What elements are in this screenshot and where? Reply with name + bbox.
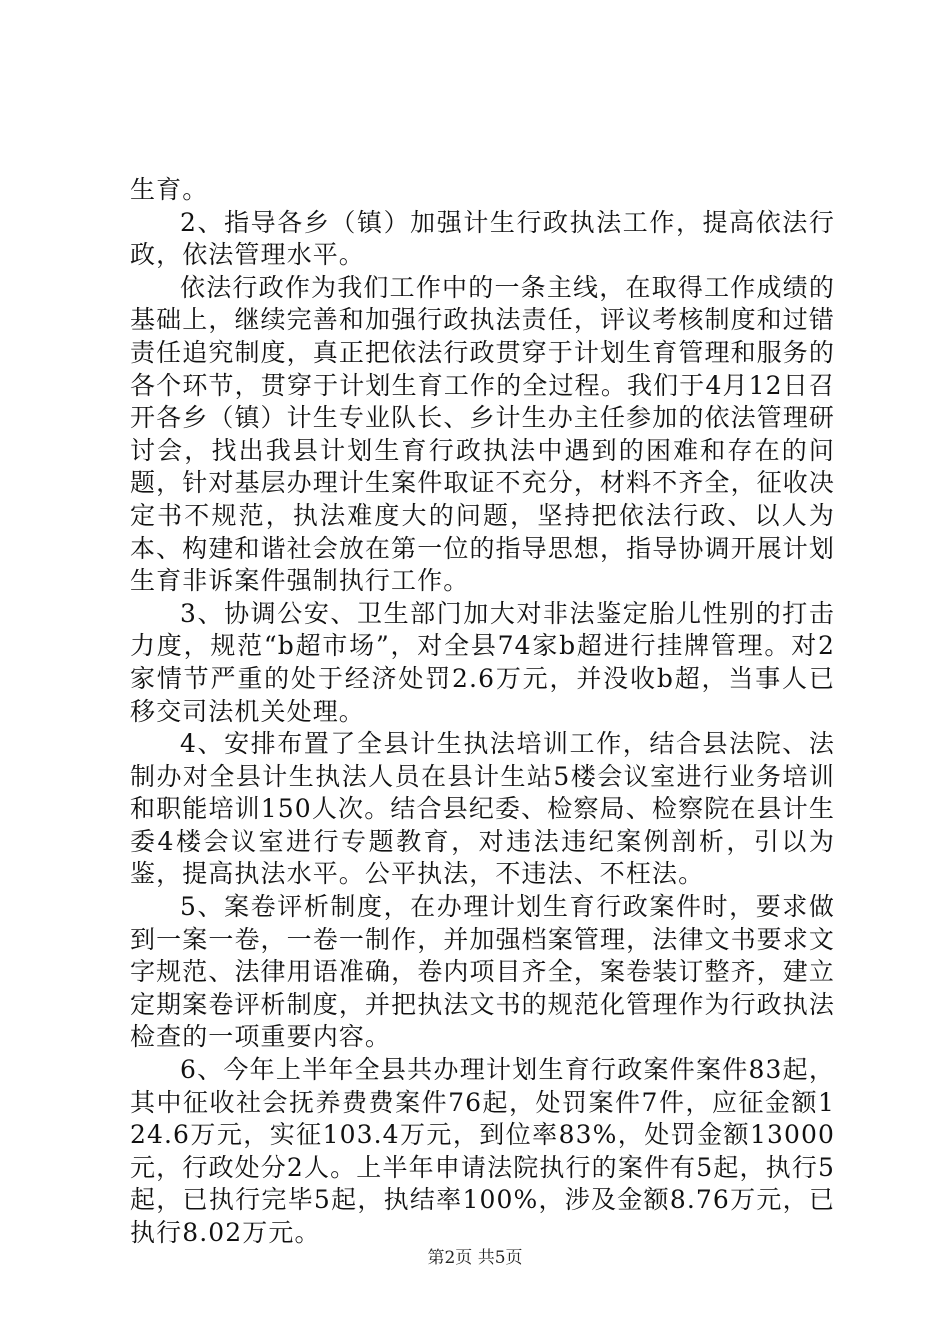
paragraph-continuation: 生育。 xyxy=(130,175,209,204)
document-body xyxy=(130,174,835,1250)
paragraph-item-4: 4、安排布置了全县计生执法培训工作，结合县法院、法制办对全县计生执法人员在县计生站5楼会议室进行业务培训和职能培训150人次。结合县纪委、检察局、检察院在县计生委4楼会议室进行专题教育，对违法违纪案例剖析，引以为鉴，提高执法水平。公平执法，不违法、不枉法。 xyxy=(130,729,835,889)
paragraph-item-3: 3、协调公安、卫生部门加大对非法鉴定胎儿性别的打击力度，规范“b超市场”，对全县74家b超进行挂牌管理。对2家情节严重的处于经济处罚2.6万元，并没收b超，当事人已移交司法机关处理。 xyxy=(130,598,835,726)
paragraph-item-5: 5、案卷评析制度，在办理计划生育行政案件时，要求做到一案一卷，一卷一制作，并加强档案管理，法律文书要求文字规范、法律用语准确，卷内项目齐全，案卷装订整齐，建立定期案卷评析制度，并把执法文书的规范化管理作为行政执法检查的一项重要内容。 xyxy=(130,892,835,1052)
page-footer: 第2页 共5页 xyxy=(427,1248,523,1268)
paragraph-item-6: 6、今年上半年全县共办理计划生育行政案件案件83起，其中征收社会抚养费费案件76起，处罚案件7件，应征金额124.6万元，实征103.4万元，到位率83%，处罚金额13000元，行政处分2人。上半年申请法院执行的案件有5起，执行5起，已执行完毕5起，执结率100%，涉及金额8.76万元，已执行8.02万元。 xyxy=(130,1055,835,1247)
paragraph-law-administration: 依法行政作为我们工作中的一条主线，在取得工作成绩的基础上，继续完善和加强行政执法责任，评议考核制度和过错责任追究制度，真正把依法行政贯穿于计划生育管理和服务的各个环节，贯穿于计划生育工作的全过程。我们于4月12日召开各乡（镇）计生专业队长、乡计生办主任参加的依法管理研讨会，找出我县计划生育行政执法中遇到的困难和存在的问题，针对基层办理计生案件取证不充分，材料不齐全，征收决定书不规范，执法难度大的问题，坚持把依法行政、以人为本、构建和谐社会放在第一位的指导思想，指导协调开展计划生育非诉案件强制执行工作。 xyxy=(130,272,835,596)
paragraph-item-2: 2、指导各乡（镇）加强计生行政执法工作，提高依法行政，依法管理水平。 xyxy=(130,207,835,270)
